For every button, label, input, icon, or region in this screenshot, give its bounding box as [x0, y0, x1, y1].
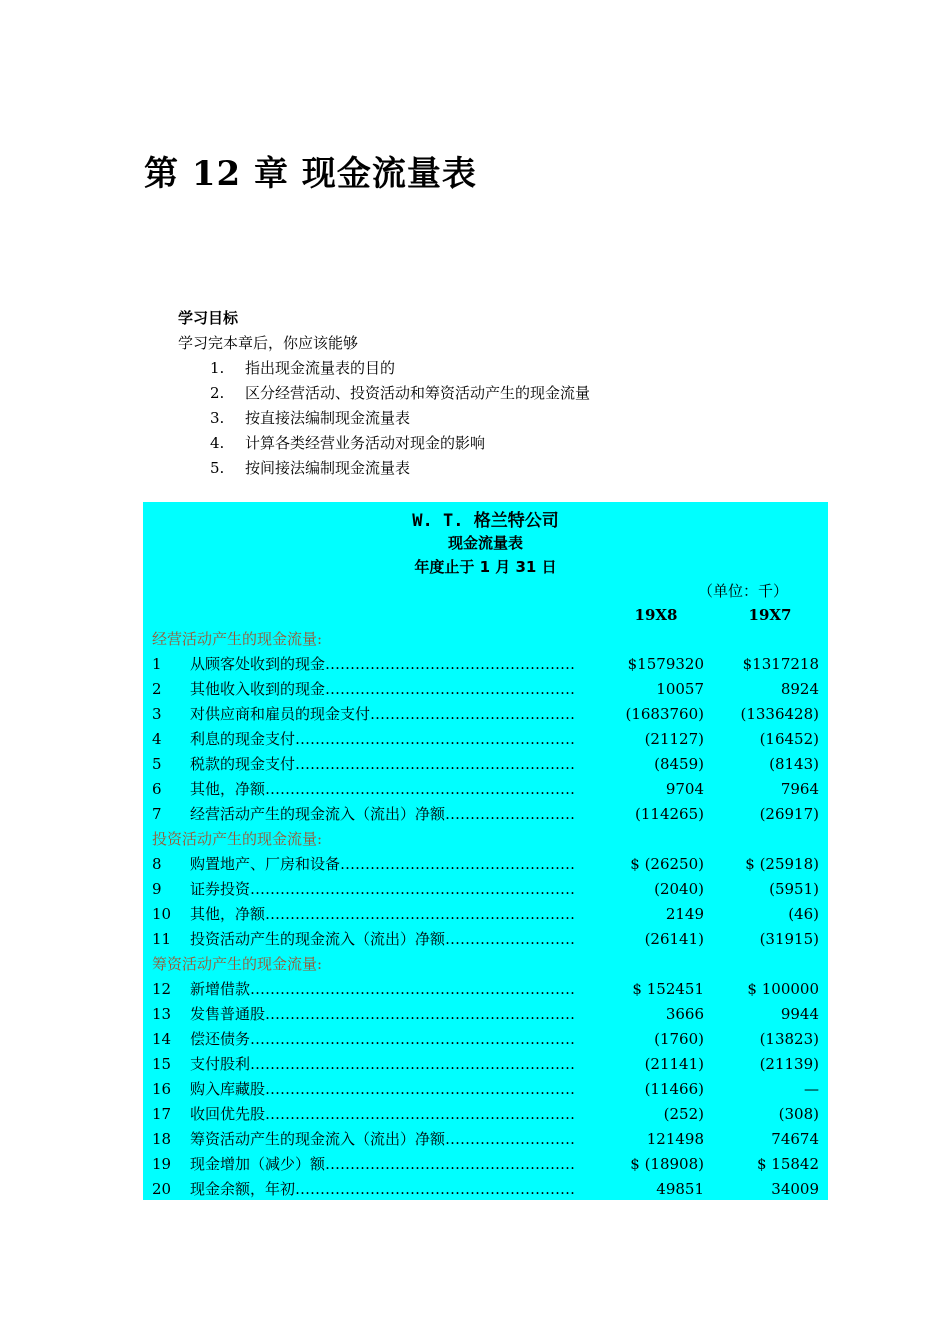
table-row	[143, 1102, 828, 1127]
learning-objectives	[178, 306, 591, 481]
cash-flow-statement	[143, 502, 828, 1200]
row-number: 15	[152, 1055, 172, 1073]
row-number: 18	[152, 1130, 172, 1148]
table-row	[143, 902, 828, 927]
value-19x7: (26917)	[759, 805, 819, 823]
table-row	[143, 802, 828, 827]
value-19x8: 2149	[665, 905, 704, 923]
value-19x7: (308)	[778, 1105, 819, 1123]
objective-item	[178, 356, 396, 381]
value-19x8: 121498	[646, 1130, 704, 1148]
row-label: 其他，净额 …………………………………………………………………………………………………	[190, 902, 575, 927]
row-number: 20	[152, 1180, 172, 1198]
row-number: 3	[152, 705, 162, 723]
value-19x8: (21141)	[644, 1055, 704, 1073]
objective-number: 2.	[210, 384, 225, 402]
objective-text: 计算各类经营业务活动对现金的影响	[245, 434, 486, 452]
value-19x8: (26141)	[644, 930, 704, 948]
value-19x7: (1336428)	[740, 705, 819, 723]
row-label: 其他收入收到的现金 …………………………………………………………………………………………………	[190, 677, 575, 702]
section-heading-investing: 投资活动产生的现金流量:	[152, 830, 323, 848]
objective-text: 按间接法编制现金流量表	[245, 459, 411, 477]
row-number: 5	[152, 755, 162, 773]
row-number: 4	[152, 730, 162, 748]
row-number: 16	[152, 1080, 172, 1098]
value-19x8: 10057	[656, 680, 704, 698]
value-19x8: 49851	[656, 1180, 704, 1198]
section-heading-operating: 经营活动产生的现金流量:	[152, 630, 323, 648]
statement-title: 现金流量表	[447, 534, 523, 552]
row-number: 7	[152, 805, 162, 823]
row-label: 发售普通股 …………………………………………………………………………………………………	[190, 1002, 575, 1027]
value-19x7: (31915)	[759, 930, 819, 948]
table-row	[143, 927, 828, 952]
row-label: 收回优先股 …………………………………………………………………………………………………	[190, 1102, 575, 1127]
value-19x7: (21139)	[759, 1055, 819, 1073]
row-label: 购入库藏股 …………………………………………………………………………………………………	[190, 1077, 575, 1102]
value-19x8: $ (18908)	[630, 1155, 704, 1173]
column-header-19x7: 19X7	[748, 606, 792, 624]
row-number: 8	[152, 855, 162, 873]
table-row	[143, 1002, 828, 1027]
objective-text: 区分经营活动、投资活动和筹资活动产生的现金流量	[245, 384, 591, 402]
value-19x7: 9944	[780, 1005, 819, 1023]
table-row	[143, 1177, 828, 1202]
table-row	[143, 1077, 828, 1102]
value-19x7: $ 100000	[747, 980, 819, 998]
row-label: 对供应商和雇员的现金支付 …………………………………………………………………………………………………	[190, 702, 575, 727]
row-label: 现金余额，年初 …………………………………………………………………………………………………	[190, 1177, 575, 1202]
value-19x7: $ 15842	[756, 1155, 819, 1173]
value-19x7: (13823)	[759, 1030, 819, 1048]
objective-item	[178, 456, 411, 481]
value-19x8: $ (26250)	[630, 855, 704, 873]
statement-rows	[143, 627, 828, 1202]
objective-text: 按直接法编制现金流量表	[245, 409, 411, 427]
value-19x8: $1579320	[627, 655, 704, 673]
table-row	[143, 777, 828, 802]
row-label: 购置地产、厂房和设备 …………………………………………………………………………………………………	[190, 852, 575, 877]
chapter-title: 第 12 章 现金流量表	[144, 154, 477, 194]
objective-item	[178, 406, 411, 431]
objective-text: 指出现金流量表的目的	[245, 359, 396, 377]
objective-item	[178, 431, 486, 456]
value-19x8: (21127)	[644, 730, 704, 748]
value-19x8: (1760)	[654, 1030, 704, 1048]
objective-number: 5.	[210, 459, 225, 477]
unit-label: （单位：千）	[697, 582, 788, 600]
table-row	[143, 702, 828, 727]
statement-period: 年度止于 1 月 31 日	[414, 558, 557, 576]
table-row	[143, 677, 828, 702]
company-name: W. T. 格兰特公司	[412, 511, 559, 531]
value-19x7: $1317218	[742, 655, 819, 673]
row-label: 投资活动产生的现金流入（流出）净额 …………………………………………………………………………………………………	[190, 927, 575, 952]
value-19x8: (1683760)	[625, 705, 704, 723]
table-row	[143, 1152, 828, 1177]
value-19x7: 74674	[771, 1130, 819, 1148]
objective-number: 1.	[210, 359, 225, 377]
value-19x7: (8143)	[769, 755, 819, 773]
value-19x7: (46)	[788, 905, 819, 923]
objective-number: 4.	[210, 434, 225, 452]
value-19x8: (11466)	[644, 1080, 704, 1098]
row-label: 现金增加（减少）额 …………………………………………………………………………………………………	[190, 1152, 575, 1177]
value-19x8: (114265)	[635, 805, 704, 823]
row-label: 经营活动产生的现金流入（流出）净额 …………………………………………………………………………………………………	[190, 802, 575, 827]
row-label: 新增借款 …………………………………………………………………………………………………	[190, 977, 575, 1002]
row-number: 9	[152, 880, 162, 898]
table-row	[143, 877, 828, 902]
row-label: 利息的现金支付 …………………………………………………………………………………………………	[190, 727, 575, 752]
value-19x8: (8459)	[654, 755, 704, 773]
column-header-19x8: 19X8	[634, 606, 678, 624]
objectives-intro: 学习完本章后，你应该能够	[178, 334, 359, 352]
row-number: 14	[152, 1030, 172, 1048]
table-row	[143, 727, 828, 752]
row-number: 19	[152, 1155, 172, 1173]
value-19x8: 3666	[665, 1005, 704, 1023]
objective-item	[178, 381, 591, 406]
objective-number: 3.	[210, 409, 225, 427]
objectives-list	[178, 356, 591, 481]
row-label: 偿还债务 …………………………………………………………………………………………………	[190, 1027, 575, 1052]
row-label: 证券投资 …………………………………………………………………………………………………	[190, 877, 575, 902]
section-heading-financing: 筹资活动产生的现金流量:	[152, 955, 323, 973]
row-label: 其他，净额 …………………………………………………………………………………………………	[190, 777, 575, 802]
row-label: 从顾客处收到的现金 …………………………………………………………………………………………………	[190, 652, 575, 677]
table-row	[143, 652, 828, 677]
table-row	[143, 752, 828, 777]
row-number: 13	[152, 1005, 172, 1023]
table-row	[143, 977, 828, 1002]
value-19x7: $ (25918)	[745, 855, 819, 873]
table-row	[143, 1127, 828, 1152]
table-row	[143, 852, 828, 877]
value-19x7: (16452)	[759, 730, 819, 748]
value-19x8: $ 152451	[632, 980, 704, 998]
objectives-heading: 学习目标	[178, 309, 239, 327]
value-19x7: 8924	[780, 680, 819, 698]
row-label: 税款的现金支付 …………………………………………………………………………………………………	[190, 752, 575, 777]
value-19x8: (252)	[663, 1105, 704, 1123]
row-number: 1	[152, 655, 162, 673]
row-number: 10	[152, 905, 172, 923]
row-label: 筹资活动产生的现金流入（流出）净额 …………………………………………………………………………………………………	[190, 1127, 575, 1152]
value-19x8: 9704	[665, 780, 704, 798]
value-19x7: 7964	[780, 780, 819, 798]
row-number: 6	[152, 780, 162, 798]
table-row	[143, 1052, 828, 1077]
value-19x7: 34009	[771, 1180, 819, 1198]
value-19x8: (2040)	[654, 880, 704, 898]
row-label: 支付股利 …………………………………………………………………………………………………	[190, 1052, 575, 1077]
value-19x7: (5951)	[769, 880, 819, 898]
row-number: 11	[152, 930, 172, 948]
row-number: 17	[152, 1105, 172, 1123]
row-number: 12	[152, 980, 172, 998]
table-row	[143, 1027, 828, 1052]
row-number: 2	[152, 680, 162, 698]
value-19x7: —	[804, 1080, 819, 1098]
